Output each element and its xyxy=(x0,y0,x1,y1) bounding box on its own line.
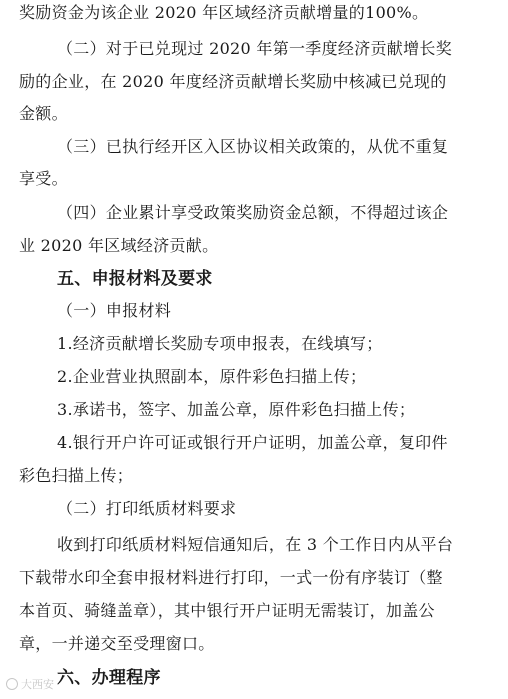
text-line: 享受。 xyxy=(19,169,68,188)
text-line: （二）对于已兑现过 2020 年第一季度经济贡献增长奖 xyxy=(57,39,452,58)
text-line: 收到打印纸质材料短信通知后，在 3 个工作日内从平台 xyxy=(57,535,454,554)
text-line: 本首页、骑缝盖章），其中银行开户证明无需装订，加盖公 xyxy=(19,601,435,620)
section-heading: 五、申报材料及要求 xyxy=(57,269,213,289)
text-line: （四）企业累计享受政策奖励资金总额，不得超过该企 xyxy=(57,203,449,222)
text-line: 金额。 xyxy=(19,104,68,123)
subsection-heading: （二）打印纸质材料要求 xyxy=(57,499,237,518)
text-line: 1.经济贡献增长奖励专项申报表，在线填写； xyxy=(57,334,383,353)
watermark-logo-icon xyxy=(6,678,18,690)
text-line: 下载带水印全套申报材料进行打印，一式一份有序装订（整 xyxy=(19,568,443,587)
text-line: 彩色扫描上传； xyxy=(19,466,134,485)
text-line: 2.企业营业执照副本，原件彩色扫描上传； xyxy=(57,367,367,386)
subsection-heading: （一）申报材料 xyxy=(57,301,172,320)
text-line: 章，一并递交至受理窗口。 xyxy=(19,634,215,653)
text-line: 业 2020 年区域经济贡献。 xyxy=(19,236,219,255)
text-line: 奖励资金为该企业 2020 年区域经济贡献增量的100%。 xyxy=(19,3,429,22)
text-line: （三）已执行经开区入区协议相关政策的，从优不重复 xyxy=(57,137,449,156)
section-heading: 六、办理程序 xyxy=(57,668,161,688)
text-line: 4.银行开户许可证或银行开户证明，加盖公章，复印件 xyxy=(57,433,448,452)
text-line: 励的企业，在 2020 年度经济贡献增长奖励中核减已兑现的 xyxy=(19,72,447,91)
text-line: 3.承诺书，签字、加盖公章，原件彩色扫描上传； xyxy=(57,400,416,419)
watermark xyxy=(6,676,54,692)
watermark-text: 大西安 xyxy=(21,678,54,691)
